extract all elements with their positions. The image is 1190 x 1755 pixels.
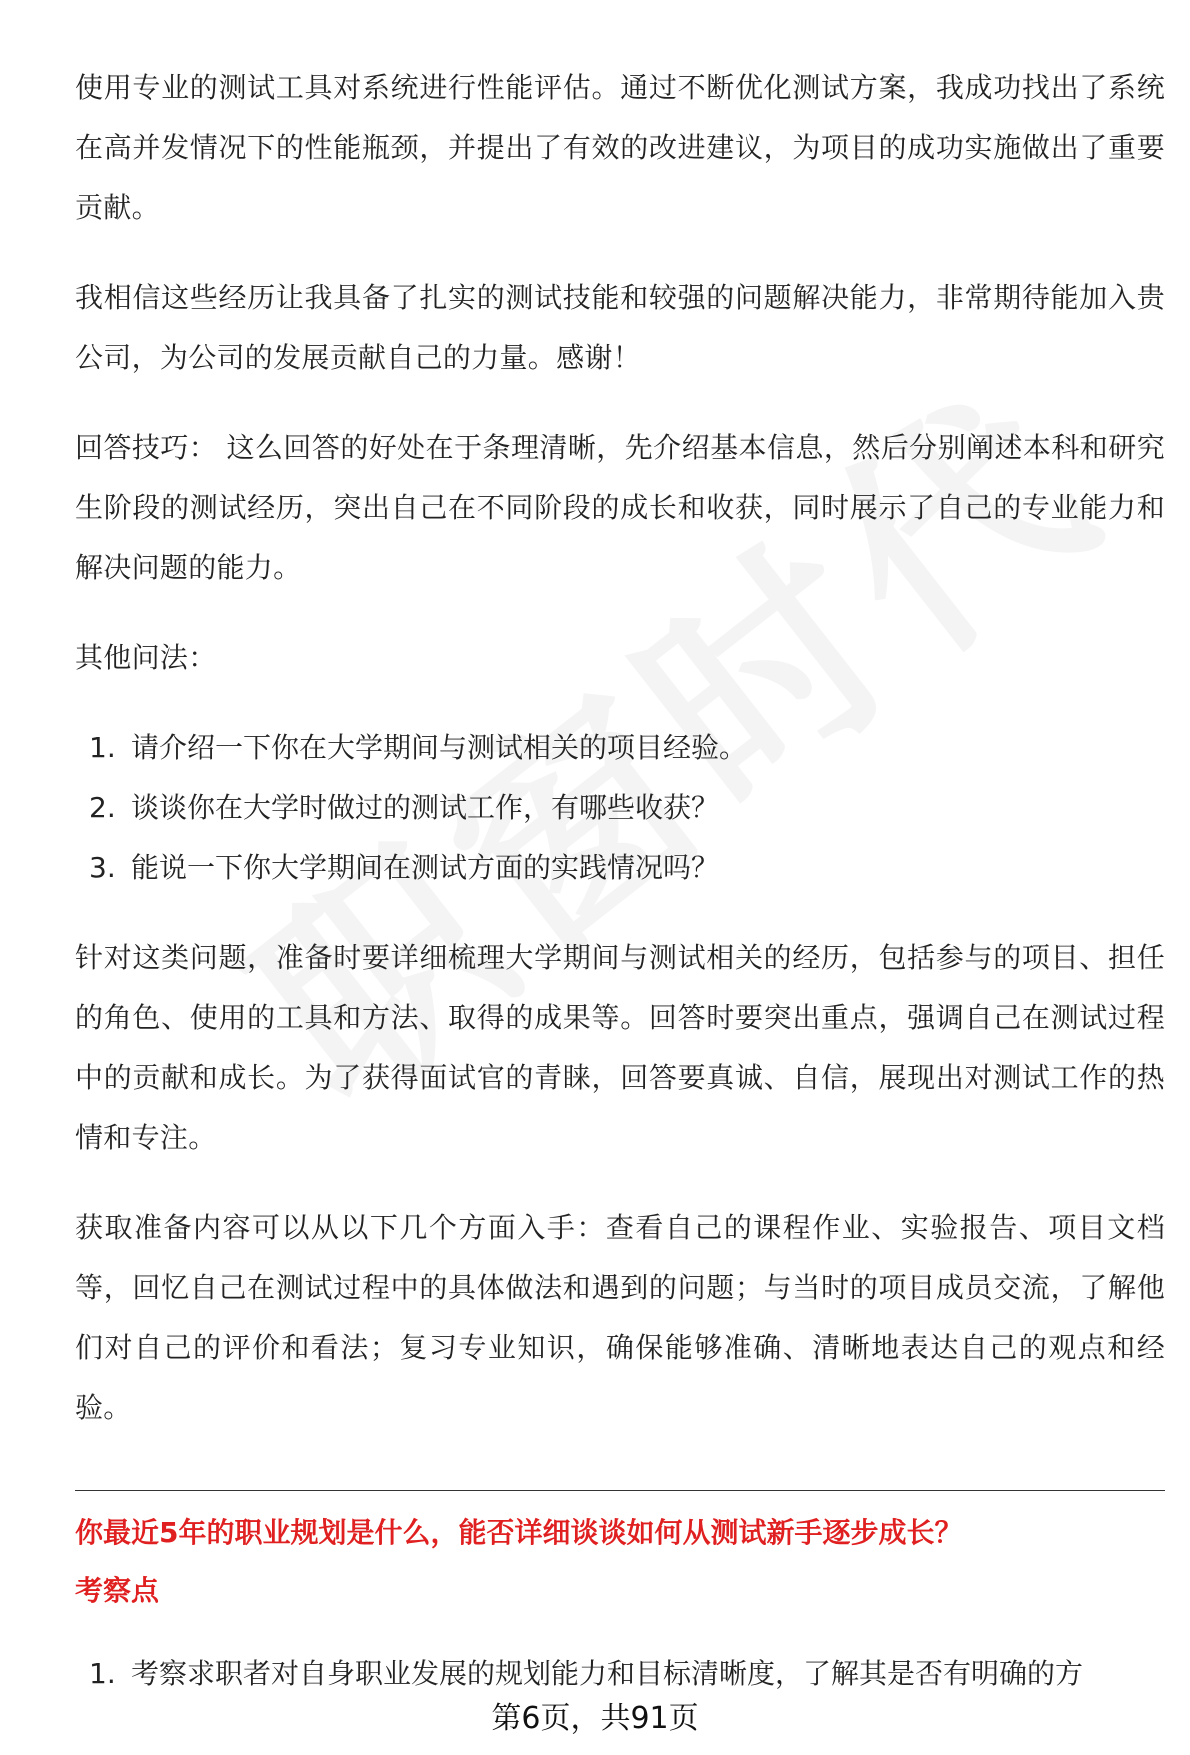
list-item	[75, 718, 1165, 778]
list-item-text: 谈谈你在大学时做过的测试工作，有哪些收获？	[131, 791, 720, 824]
list-item-text: 考察求职者对自身职业发展的规划能力和目标清晰度，了解其是否有明确的方	[131, 1657, 1084, 1690]
list-item-text: 能说一下你大学期间在测试方面的实践情况吗？	[131, 851, 720, 884]
list-number: 3.	[89, 851, 116, 884]
other-questions-list	[75, 718, 1165, 898]
list-item-text: 请介绍一下你在大学期间与测试相关的项目经验。	[131, 731, 748, 764]
paragraph: 使用专业的测试工具对系统进行性能评估。通过不断优化测试方案，我成功找出了系统在高并发情况下的性能瓶颈，并提出了有效的改进建议，为项目的成功实施做出了重要贡献。	[75, 71, 1165, 224]
section-divider	[75, 1490, 1165, 1491]
answer-tips-paragraph: 回答技巧： 这么回答的好处在于条理清晰，先介绍基本信息，然后分别阐述本科和研究生阶段的测试经历，突出自己在不同阶段的成长和收获，同时展示了自己的专业能力和解决问题的能力。	[75, 431, 1165, 584]
paragraph: 获取准备内容可以从以下几个方面入手：查看自己的课程作业、实验报告、项目文档等，回忆自己在测试过程中的具体做法和遇到的问题；与当时的项目成员交流，了解他们对自己的评价和看法；复习专业知识，确保能够准确、清晰地表达自己的观点和经验。	[75, 1211, 1165, 1424]
other-questions-heading: 其他问法：	[75, 641, 217, 674]
document-body	[75, 58, 1165, 1468]
list-number: 2.	[89, 791, 116, 824]
question-heading: 你最近5年的职业规划是什么，能否详细谈谈如何从测试新手逐步成长？	[75, 1516, 963, 1549]
paragraph: 我相信这些经历让我具备了扎实的测试技能和较强的问题解决能力，非常期待能加入贵公司，为公司的发展贡献自己的力量。感谢！	[75, 281, 1165, 374]
list-number: 1.	[89, 1657, 116, 1690]
list-number: 1.	[89, 731, 116, 764]
list-item	[75, 778, 1165, 838]
paragraph: 针对这类问题，准备时要详细梳理大学期间与测试相关的经历，包括参与的项目、担任的角色、使用的工具和方法、取得的成果等。回答时要突出重点，强调自己在测试过程中的贡献和成长。为了获得面试官的青睐，回答要真诚、自信，展现出对测试工作的热情和专注。	[75, 941, 1165, 1154]
list-item	[75, 838, 1165, 898]
page-number: 第6页，共91页	[491, 1701, 699, 1736]
evaluation-points-heading: 考察点	[75, 1574, 160, 1607]
